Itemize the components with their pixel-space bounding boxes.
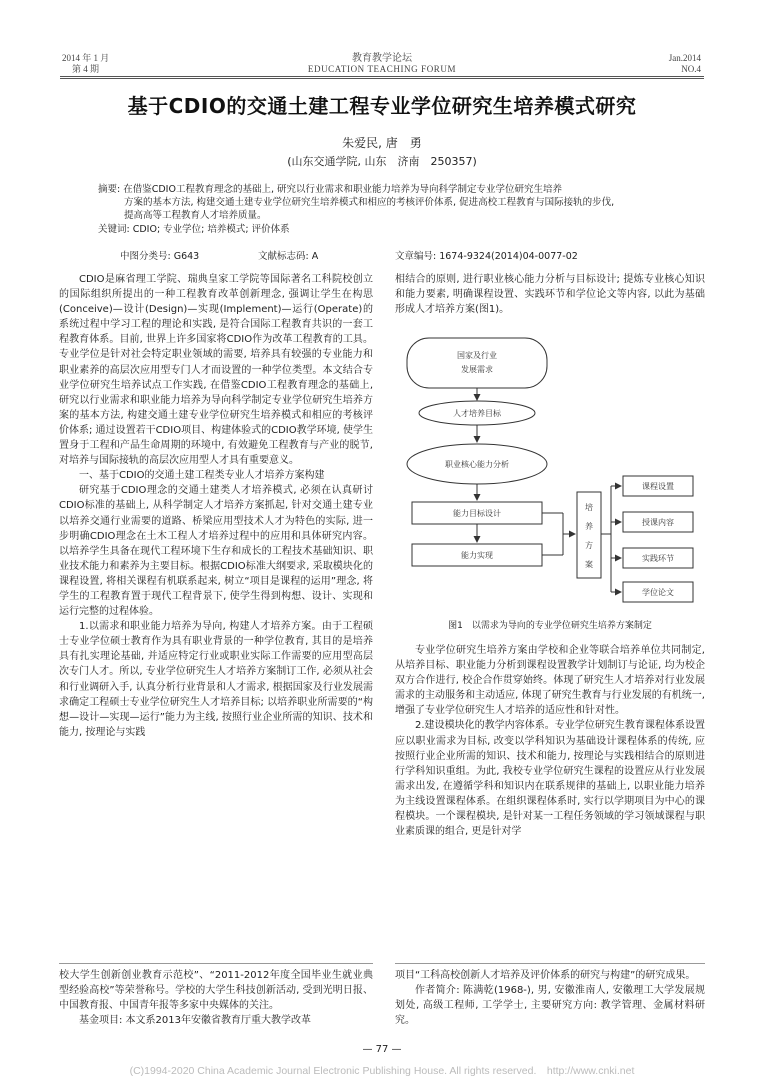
section-heading: 一、基于CDIO的交通土建工程类专业人才培养方案构建 — [79, 470, 325, 482]
node-design-label: 能力目标设计 — [453, 509, 501, 518]
node-impl-label: 能力实现 — [461, 551, 493, 560]
abstract-line: 提高高等工程教育人才培养质量。 — [124, 210, 267, 221]
keywords: 关键词: CDIO; 专业学位; 培养模式; 评价体系 — [98, 224, 290, 235]
flowchart — [395, 330, 705, 635]
body-left-column — [59, 272, 373, 740]
body-right-column-bottom — [395, 643, 705, 839]
footnote-rule-left — [59, 963, 373, 964]
author-bio: 作者简介: 陈满乾(1968-), 男, 安徽淮南人, 安徽理工大学发展规划处, 高级工程师, 工学学士, 主要研究方向: 教学管理、金属材料研究。 — [395, 985, 705, 1027]
header-month-en: Jan.2014 — [668, 53, 701, 63]
header-date-line: 2014 年 1 月 — [62, 53, 110, 63]
body-right-column-top — [395, 272, 705, 317]
footnote-right — [395, 968, 705, 1028]
footnote-text: 项目“工科高校创新人才培养及评价体系的研究与构建”的研究成果。 — [395, 970, 696, 981]
header-journal-cn: 教育教学论坛 — [352, 53, 412, 64]
node-teach-label: 授课内容 — [642, 518, 674, 527]
clc-number: 中图分类号: G643 — [120, 251, 200, 262]
header-rule — [60, 76, 704, 77]
page-number: — 77 — — [362, 1044, 402, 1055]
node-plan-label-1: 培 — [585, 503, 593, 512]
abstract-line: 摘要: 在借鉴CDIO工程教育理念的基础上, 研究以行业需求和职业能力培养为导向科学制定专业学位研究生培养 — [98, 184, 562, 195]
node-demand-label-1: 国家及行业 — [457, 351, 497, 360]
node-practice-label: 实践环节 — [642, 554, 674, 563]
header-issue — [669, 53, 701, 75]
document-code: 文献标志码: A — [258, 251, 319, 262]
paragraph: 相结合的原则, 进行职业核心能力分析与目标设计; 提炼专业核心知识和能力要素, 明确课程设置、实践环节和学位论文等内容, 以此为基础形成人才培养方案(图1)。 — [395, 274, 705, 316]
node-plan-label-4: 案 — [585, 560, 593, 569]
header-journal — [0, 53, 764, 75]
copyright-watermark: (C)1994-2020 China Academic Journal Electronic Publishing House. All rights reserved. http://www.cnki.net — [129, 1065, 635, 1077]
node-demand-label-2: 发展需求 — [461, 365, 493, 374]
figure-1 — [395, 330, 705, 635]
paragraph: 1.以需求和职业能力培养为导向, 构建人才培养方案。由于工程硕士专业学位硕士教育作为具有职业背景的一种学位教育, 其目的是培养具有扎实理论基础, 并适应特定行业或职业实际工作需要的应用型高层次专门人才。所以, 专业学位研究生人才培养方案制订工作, 必须从社会和行业调研入手, 认真分析行业背景和人才需求, 根据国家及行业发展需求确定工程硕士专业学位研究生人才培养目标; 以培养职业所需要的“构想—设计—实现—运行”能力为主线, 按照行业企业所需的知识、技术和能力, 按理论与实践 — [59, 621, 373, 738]
node-plan-label-3: 方 — [585, 541, 593, 550]
abstract — [98, 183, 670, 236]
paragraph: 2.建设模块化的教学内容体系。专业学位研究生教育课程体系设置应以职业需求为目标, 改变以学科知识为基础设计课程体系的传统, 应按照行业企业所需的知识、技术和能力, 按理论与实践相结合的原则进行学科知识重组。为此, 我校专业学位研究生课程的设置应从行业发展需求出发, 在遵循学科和知识内在联系规律的基础上, 以职业能力培养为主线设置课程体系。在组织课程体系时, 实行以学期项目为中心的课程模块。一个课程模块, 是针对某一工程任务领域的学习领域课程与职业素质课的组合, 更是针对学 — [395, 720, 705, 838]
article-authors: 朱爱民, 唐 勇 — [342, 136, 422, 150]
node-core-label: 职业核心能力分析 — [445, 460, 509, 469]
article-affiliation: (山东交通学院, 山东 济南 250357) — [287, 155, 477, 168]
header-journal-en: EDUCATION TEACHING FORUM — [307, 64, 457, 74]
paragraph: 专业学位研究生培养方案由学校和企业等联合培养单位共同制定, 从培养目标、职业能力分析到课程设置教学计划制订与论证, 均为校企双方合作进行, 校企合作贯穿始终。体现了研究生人才培养对行业发展需求的主动服务和主动适应, 体现了研究生教育与行业发展的有机统一, 增强了专业学位研究生人才培养的适应性和针对性。 — [395, 645, 705, 717]
node-demand — [407, 338, 547, 388]
node-plan-label-2: 养 — [585, 522, 593, 531]
node-thesis-label: 学位论文 — [642, 588, 674, 597]
funding-note: 基金项目: 本文系2013年安徽省教育厅重大教学改革 — [79, 1015, 311, 1027]
header-no: NO.4 — [681, 64, 701, 74]
paragraph: CDIO是麻省理工学院、瑞典皇家工学院等国际著名工科院校创立的国际组织所提出的一种工程教育改革创新理念, 强调让学生在构思(Conceive)—设计(Design)—实现(Implement)—运行(Operate)的系统过程中学习工程的理论和实践, 是符合国际工程教育共识的一套工程教育体系。目前, 世界上许多国家将CDIO作为改革工程教育的工具。专业学位是针对社会特定职业领域的需要, 培养具有较强的专业能力和职业素养的高层次应用型专门人才而设置的一种学位类型。本文结合专业学位研究生培养试点工作实践, 在借鉴CDIO工程教育理念的基础上, 研究以行业需求和职业能力培养为导向科学制定专业学位研究生培养方案的基本方法, 构建交通土建专业学位研究生培养模式和相应的考核评价体系; 通过设置若干CDIO项目、构建体验式的CDIO教学环境, 使学生置身于工程和产品生命周期的环境中, 有效避免工程教育与产业的脱节, 对培养与国际接轨的高层次应用型人才具有重要意义。 — [59, 274, 373, 467]
node-course-label: 课程设置 — [642, 482, 674, 491]
footnote-text: 校大学生创新创业教育示范校”、“2011-2012年度全国毕业生就业典型经验高校”等荣誉称号。学校的大学生科技创新活动, 受到光明日报、中国教育报、中国青年报等多家中央媒体的关注。 — [59, 970, 373, 1012]
figure-caption: 图1 以需求为导向的专业学位研究生培养方案制定 — [448, 621, 652, 631]
header-issue-line: 第 4 期 — [72, 64, 100, 74]
abstract-line: 方案的基本方法, 构建交通土建专业学位研究生培养模式和相应的考核评价体系, 促进高校工程教育与国际接轨的步伐, — [124, 197, 615, 208]
node-goal-label: 人才培养目标 — [453, 409, 501, 418]
footnote-rule-right — [395, 963, 705, 964]
header-rule-thin — [60, 78, 704, 79]
footnote-left — [59, 968, 373, 1028]
paragraph: 研究基于CDIO理念的交通土建类人才培养模式, 必须在认真研讨CDIO标准的基础上, 从科学制定人才培养方案抓起, 针对交通土建专业以培养交通行业需要的道路、桥梁应用型技术人才为特色的实际, 进一步明确CDIO理念在土木工程人才培养过程中的应用和具体研究内容。以培养学生具备在现代工程环境下生存和成长的工程技术基础知识、职业技术能力和素养为主要目标。根据CDIO标准大纲要求, 采取模块化的课程设置, 将相关课程有机联系起来, 树立“项目是课程的运用”理念, 将学生的工程教育置于现代工程背景下, 使学生得到构想、设计、实现和运行完整的过程体验。 — [59, 485, 373, 618]
article-title: 基于CDIO的交通土建工程专业学位研究生培养模式研究 — [127, 94, 637, 118]
article-number: 文章编号: 1674-9324(2014)04-0077-02 — [395, 251, 578, 262]
